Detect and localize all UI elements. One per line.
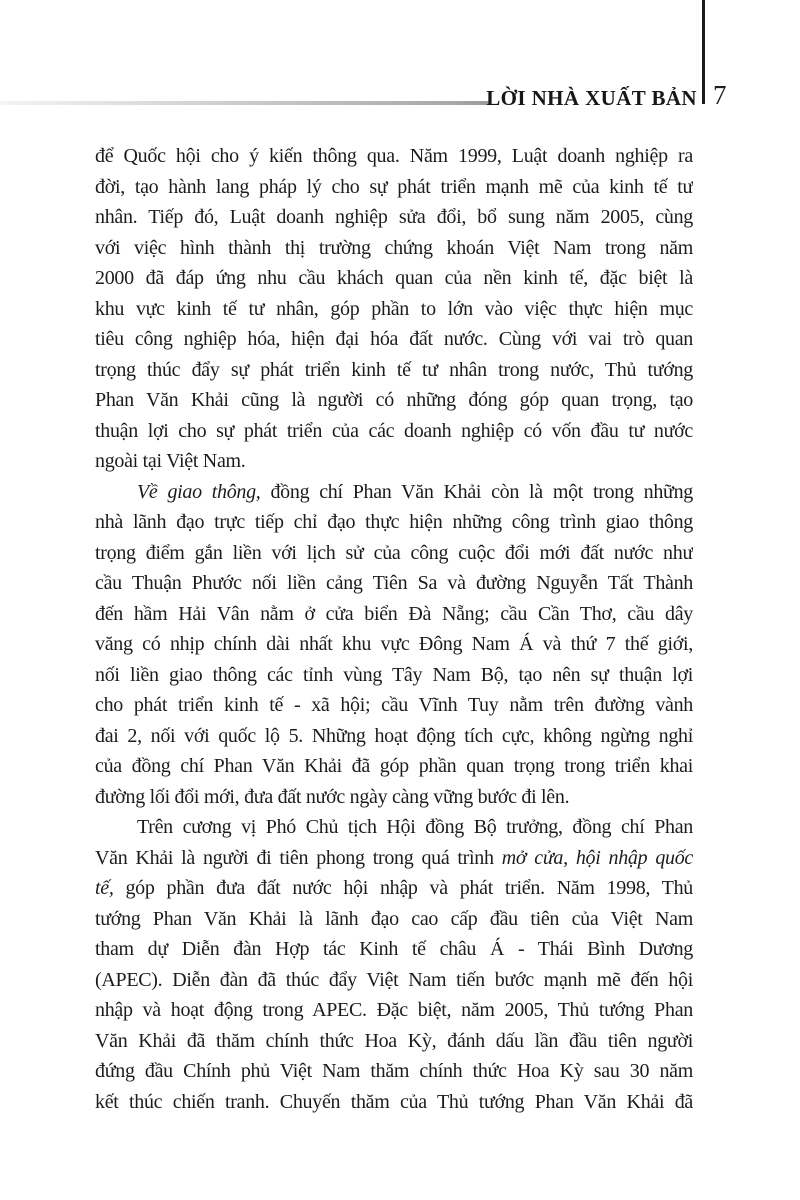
text-run: cho phát triển kinh tế - xã hội; cầu Vĩnh Tuy nằm trên đường vành [95,694,693,716]
text-line [95,721,693,752]
text-line [95,385,693,416]
text-run: đồng chí Phan Văn Khải còn là một trong những [260,480,693,503]
text-run: ngoài tại Việt Nam. [95,450,246,472]
text-run: văng có nhịp chính dài nhất khu vực Đông Nam Á và thứ 7 thế giới, [95,633,693,655]
text-line [95,751,693,782]
text-run: kết thúc chiến tranh. Chuyến thăm của Thủ tướng Phan Văn Khải đã [95,1090,693,1113]
italic-text-run: mở cửa, hội nhập quốc [501,846,693,869]
text-line [95,172,693,203]
text-run: Văn Khải đã thăm chính thức Hoa Kỳ, đánh dấu lần đầu tiên người [95,1029,693,1052]
text-line [95,1026,693,1057]
text-line [95,263,693,294]
paragraph [95,812,693,1117]
text-line [95,538,693,569]
text-line [95,995,693,1026]
text-line [95,629,693,660]
italic-text-run: Về giao thông, [137,480,261,503]
text-run: của đồng chí Phan Văn Khải đã góp phần quan trọng trong triển khai [95,755,693,777]
text-run: tiêu công nghiệp hóa, hiện đại hóa đất nước. Cùng với vai trò quan [95,328,693,350]
text-run: nối liền giao thông các tỉnh vùng Tây Nam Bộ, tạo nên sự thuận lợi [95,663,693,686]
text-line [95,141,693,172]
text-run: đứng đầu Chính phủ Việt Nam thăm chính thức Hoa Kỳ sau 30 năm [95,1060,693,1082]
text-line [95,812,693,843]
header-divider-line [702,0,705,104]
text-run: nhập và hoạt động trong APEC. Đặc biệt, năm 2005, Thủ tướng Phan [95,999,693,1021]
text-run: tham dự Diễn đàn Hợp tác Kinh tế châu Á - Thái Bình Dương [95,938,693,960]
text-run: trọng thúc đẩy sự phát triển kinh tế tư nhân trong nước, Thủ tướng [95,358,693,381]
text-run: tướng Phan Văn Khải là lãnh đạo cao cấp đầu tiên của Việt Nam [95,907,693,930]
text-line [95,904,693,935]
text-line [95,294,693,325]
text-line [95,324,693,355]
text-run: trọng điểm gắn liền với lịch sử của công cuộc đổi mới đất nước như [95,541,693,564]
italic-text-run: tế, [95,877,114,899]
text-run: (APEC). Diễn đàn đã thúc đẩy Việt Nam tiến bước mạnh mẽ đến hội [95,968,693,991]
text-line [95,782,693,813]
text-run: khu vực kinh tế tư nhân, góp phần to lớn vào việc thực hiện mục [95,297,693,320]
text-run: nhà lãnh đạo trực tiếp chỉ đạo thực hiện những công trình giao thông [95,511,693,533]
text-line [95,1087,693,1118]
paragraph [95,141,693,477]
text-run: để Quốc hội cho ý kiến thông qua. Năm 1999, Luật doanh nghiệp ra [95,145,693,167]
text-line [95,355,693,386]
text-line [95,934,693,965]
text-run: cầu Thuận Phước nối liền cảng Tiên Sa và đường Nguyễn Tất Thành [95,572,693,594]
paragraph [95,477,693,813]
text-line [95,568,693,599]
text-line [95,690,693,721]
text-run: góp phần đưa đất nước hội nhập và phát triển. Năm 1998, Thủ [113,877,693,899]
text-line [95,233,693,264]
text-line [95,843,693,874]
text-line [95,507,693,538]
body-text [95,141,693,1117]
text-line [95,1056,693,1087]
page-number: 7 [713,80,727,110]
text-run: đời, tạo hành lang pháp lý cho sự phát triển mạnh mẽ của kinh tế tư [95,175,693,198]
text-line [95,416,693,447]
text-run: với việc hình thành thị trường chứng khoán Việt Nam trong năm [95,236,693,259]
text-line [95,965,693,996]
text-run: đường lối đổi mới, đưa đất nước ngày càng vững bước đi lên. [95,785,570,808]
text-run: Trên cương vị Phó Chủ tịch Hội đồng Bộ trưởng, đồng chí Phan [137,816,693,838]
text-run: Phan Văn Khải cũng là người có những đóng góp quan trọng, tạo [95,389,693,411]
text-line [95,477,693,508]
text-run: 2000 đã đáp ứng nhu cầu khách quan của nền kinh tế, đặc biệt là [95,267,693,289]
text-run: Văn Khải là người đi tiên phong trong quá trình [95,846,502,869]
header-rule-line [0,101,491,105]
text-line [95,660,693,691]
text-line [95,599,693,630]
text-run: thuận lợi cho sự phát triển của các doanh nghiệp có vốn đầu tư nước [95,419,693,442]
running-header-title: LỜI NHÀ XUẤT BẢN [486,86,697,110]
text-line [95,873,693,904]
text-line [95,202,693,233]
text-line [95,446,693,477]
text-run: nhân. Tiếp đó, Luật doanh nghiệp sửa đổi, bổ sung năm 2005, cùng [95,206,693,228]
text-run: đai 2, nối với quốc lộ 5. Những hoạt động tích cực, không ngừng nghỉ [95,724,693,747]
text-run: đến hầm Hải Vân nằm ở cửa biển Đà Nẵng; cầu Cần Thơ, cầu dây [95,602,693,625]
